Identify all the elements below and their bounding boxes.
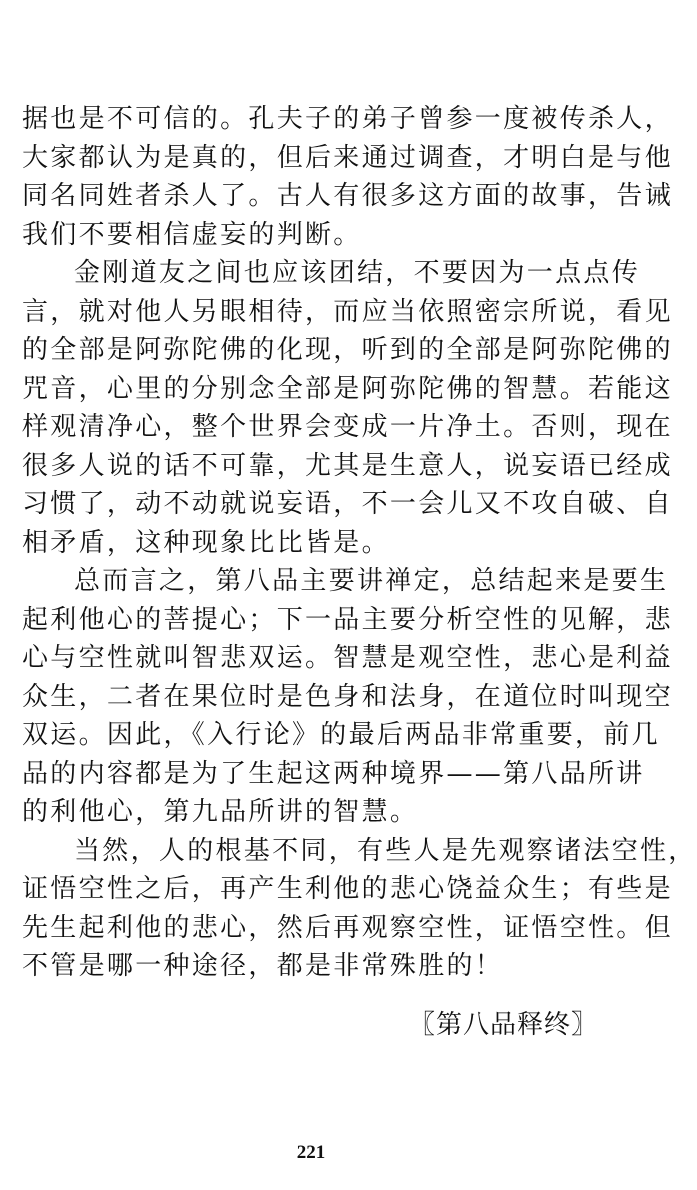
text-line: 品的内容都是为了生起这两种境界——第八品所讲	[22, 758, 645, 789]
text-line: 双运。因此，《入行论》的最后两品非常重要，前几	[22, 720, 660, 750]
text-line: 大家都认为是真的，但后来通过调查，才明白是与他	[22, 142, 673, 173]
text-line: 证悟空性之后，再产生利他的悲心饶益众生；有些是	[22, 874, 673, 904]
text-line: 样观清净心，整个世界会变成一片净土。否则，现在	[22, 412, 673, 442]
paragraph	[22, 254, 673, 562]
text-line: 据也是不可信的。孔夫子的弟子曾参一度被传杀人，	[22, 104, 673, 134]
text-line: 金刚道友之间也应该团结，不要因为一点点传	[74, 258, 641, 288]
text-line: 总而言之，第八品主要讲禅定，总结起来是要生	[74, 566, 669, 596]
text-line: 很多人说的话不可靠，尤其是生意人，说妄语已经成	[22, 450, 673, 481]
text-line: 我们不要相信虚妄的判断。	[22, 219, 362, 250]
text-line: 相矛盾，这种现象比比皆是。	[22, 527, 390, 558]
paragraph	[22, 562, 673, 832]
text-line: 众生，二者在果位时是色身和法身，在道位时叫现空	[22, 681, 673, 712]
body-text	[22, 100, 697, 986]
text-line: 同名同姓者杀人了。古人有很多这方面的故事，告诫	[22, 181, 673, 211]
text-line: 的全部是阿弥陀佛的化现，听到的全部是阿弥陀佛的	[22, 335, 673, 365]
text-line: 不管是哪一种途径，都是非常殊胜的！	[22, 951, 504, 981]
text-line: 心与空性就叫智悲双运。智慧是观空性，悲心是利益	[22, 643, 673, 673]
text-line: 习惯了，动不动就说妄语，不一会儿又不攻自破、自	[22, 489, 673, 519]
text-line: 起利他心的菩提心；下一品主要分析空性的见解，悲	[22, 604, 673, 635]
text-line: 的利他心，第九品所讲的智慧。	[22, 797, 419, 827]
paragraph	[22, 100, 673, 254]
text-line: 言，就对他人另眼相待，而应当依照密宗所说，看见	[22, 296, 673, 327]
text-line: 当然，人的根基不同，有些人是先观察诸法空性，	[74, 835, 697, 866]
chapter-end-marker: 〖第八品释终〗	[408, 1010, 598, 1040]
page-number: 221	[296, 1142, 326, 1163]
text-line: 先生起利他的悲心，然后再观察空性，证悟空性。但	[22, 912, 673, 943]
paragraph	[22, 832, 697, 986]
text-line: 咒音，心里的分别念全部是阿弥陀佛的智慧。若能这	[22, 373, 673, 404]
